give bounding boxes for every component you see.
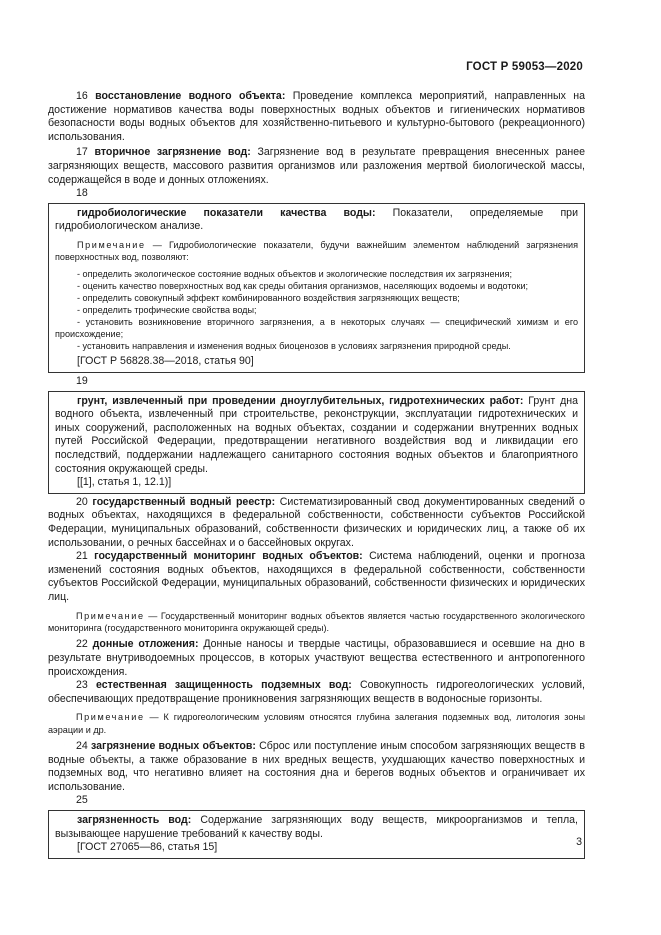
- term-box-25: [48, 810, 585, 859]
- term-number-25: 25: [76, 794, 88, 807]
- source-reference: [ГОСТ 27065—86, статья 15]: [77, 841, 218, 854]
- terms-content: [48, 90, 585, 861]
- term-number-19: 19: [76, 375, 88, 387]
- term-box-19: [48, 391, 585, 494]
- note: Примечание — Гидробиологические показатели, будучи важнейшим элементом наблюдений загрязнения поверхностных вод, позволяют:: [55, 239, 578, 263]
- term-entry-22: 22 донные отложения: Донные наносы и твердые частицы, образовавшиеся и осевшие на дно в результате внутриводоемных процессов, в которых участвуют вещества естественного и антропогенного происхождения.: [48, 638, 585, 678]
- page-number: 3: [576, 836, 582, 848]
- term-title: загрязнение водных объектов:: [91, 740, 256, 753]
- term-entry-20: 20 государственный водный реестр: Систематизированный свод документированных сведений о водных объектах, находящихся в федеральной собственности, собственности субъектов Российской Федерации, муниципальных образований, собственности физических и юридических лиц, а также об их использовании, о речных бассейнах и о бассейновых округах.: [48, 495, 585, 549]
- note-list-item: - определить экологическое состояние водных объектов и экологические последствия их загрязнения;: [77, 268, 513, 279]
- note: Примечание — К гидрогеологическим условиям относятся глубина залегания подземных вод, литология зоны аэрации и др.: [48, 712, 585, 735]
- note-list-item: - установить возникновение вторичного загрязнения, а в некоторых случаях — специфический химизм и его происхождение;: [55, 317, 578, 340]
- term-title: государственный водный реестр:: [92, 495, 276, 508]
- term-number-18: 18: [76, 187, 88, 200]
- term-entry-18: гидробиологические показатели качества воды: Показатели, определяемые при гидробиологическом анализе.: [55, 206, 578, 233]
- term-entry-21: 21 государственный мониторинг водных объектов: Система наблюдений, оценки и прогноза изменений состояния водных объектов, находящихся в федеральной собственности, собственности субъектов Российской Федерации, муниципальных образований, собственности физических и юридических лиц.: [48, 550, 585, 603]
- term-title: государственный мониторинг водных объектов:: [94, 550, 363, 563]
- note-list-item: - оценить качество поверхностных вод как среды обитания организмов, населяющих водоемы и водотоки;: [77, 280, 529, 291]
- term-title: загрязненность вод:: [77, 814, 192, 827]
- note-list-item: - определить совокупный эффект комбинированного воздействия загрязняющих веществ;: [77, 292, 460, 303]
- source-reference: [ГОСТ Р 56828.38—2018, статья 90]: [77, 355, 254, 368]
- term-entry-16: 16 восстановление водного объекта: Проведение комплекса мероприятий, направленных на достижение нормативов качества воды поверхностных водных объектов и гигиенических нормативов безопасности воды водных объектов для хозяйственно-питьевого и культурно-бытового (рекреационного) использования.: [48, 90, 585, 143]
- term-entry-24: 24 загрязнение водных объектов: Сброс или поступление иным способом загрязняющих веществ в водные объекты, а также образование в них вредных веществ, ухудшающих качество поверхностных и подземных вод, что негативно влияет на состояния дна и берегов водных объектов и ограничивает их использование.: [48, 740, 585, 793]
- term-entry-25: загрязненность вод: Содержание загрязняющих воду веществ, микроорганизмов и тепла, вызывающее нарушение требований к качеству воды.: [55, 814, 578, 840]
- term-entry-17: 17 вторичное загрязнение вод: Загрязнение вод в результате превращения внесенных ранее загрязняющих веществ, массового развития организмов или разложения мертвой биологической массы, содержащейся в воде и донных отложениях.: [48, 146, 585, 186]
- term-entry-19: грунт, извлеченный при проведении дноуглубительных, гидротехнических работ: Грунт дна водного объекта, извлеченный при строительстве, реконструкции, эксплуатации гидротехнических и иных сооружений, расположенных на водных объектах, создании и содержании внутренних водных путей Российской Федерации, предотвращении негативного воздействия вод и ликвидации его последствий, поддержании надлежащего санитарного состояния водных объектов и благоприятного состояния окружающей среды.: [55, 394, 578, 475]
- term-title: гидробиологические показатели качества воды:: [77, 206, 376, 219]
- term-box-18: [48, 203, 585, 373]
- note-list-item: - установить направления и изменения водных биоценозов в условиях загрязнения природной среды.: [77, 341, 511, 352]
- note-list-item: - определить трофические свойства воды;: [77, 305, 257, 316]
- term-title: естественная защищенность подземных вод:: [95, 679, 352, 692]
- term-title: донные отложения:: [92, 638, 199, 651]
- term-title: грунт, извлеченный при проведении дноуглубительных, гидротехнических работ:: [77, 394, 524, 407]
- term-title: вторичное загрязнение вод:: [94, 146, 251, 159]
- note: Примечание — Государственный мониторинг водных объектов является частью государственного экологического мониторинга (государственного мониторинга окружающей среды).: [48, 610, 585, 633]
- source-reference: [[1], статья 1, 12.1)]: [77, 476, 172, 489]
- document-code: ГОСТ Р 59053—2020: [466, 61, 583, 73]
- term-entry-23: 23 естественная защищенность подземных вод: Совокупность гидрогеологических условий, обеспечивающих предотвращение проникновения загрязняющих веществ в водоносные горизонты.: [48, 679, 585, 705]
- term-title: восстановление водного объекта:: [95, 90, 286, 102]
